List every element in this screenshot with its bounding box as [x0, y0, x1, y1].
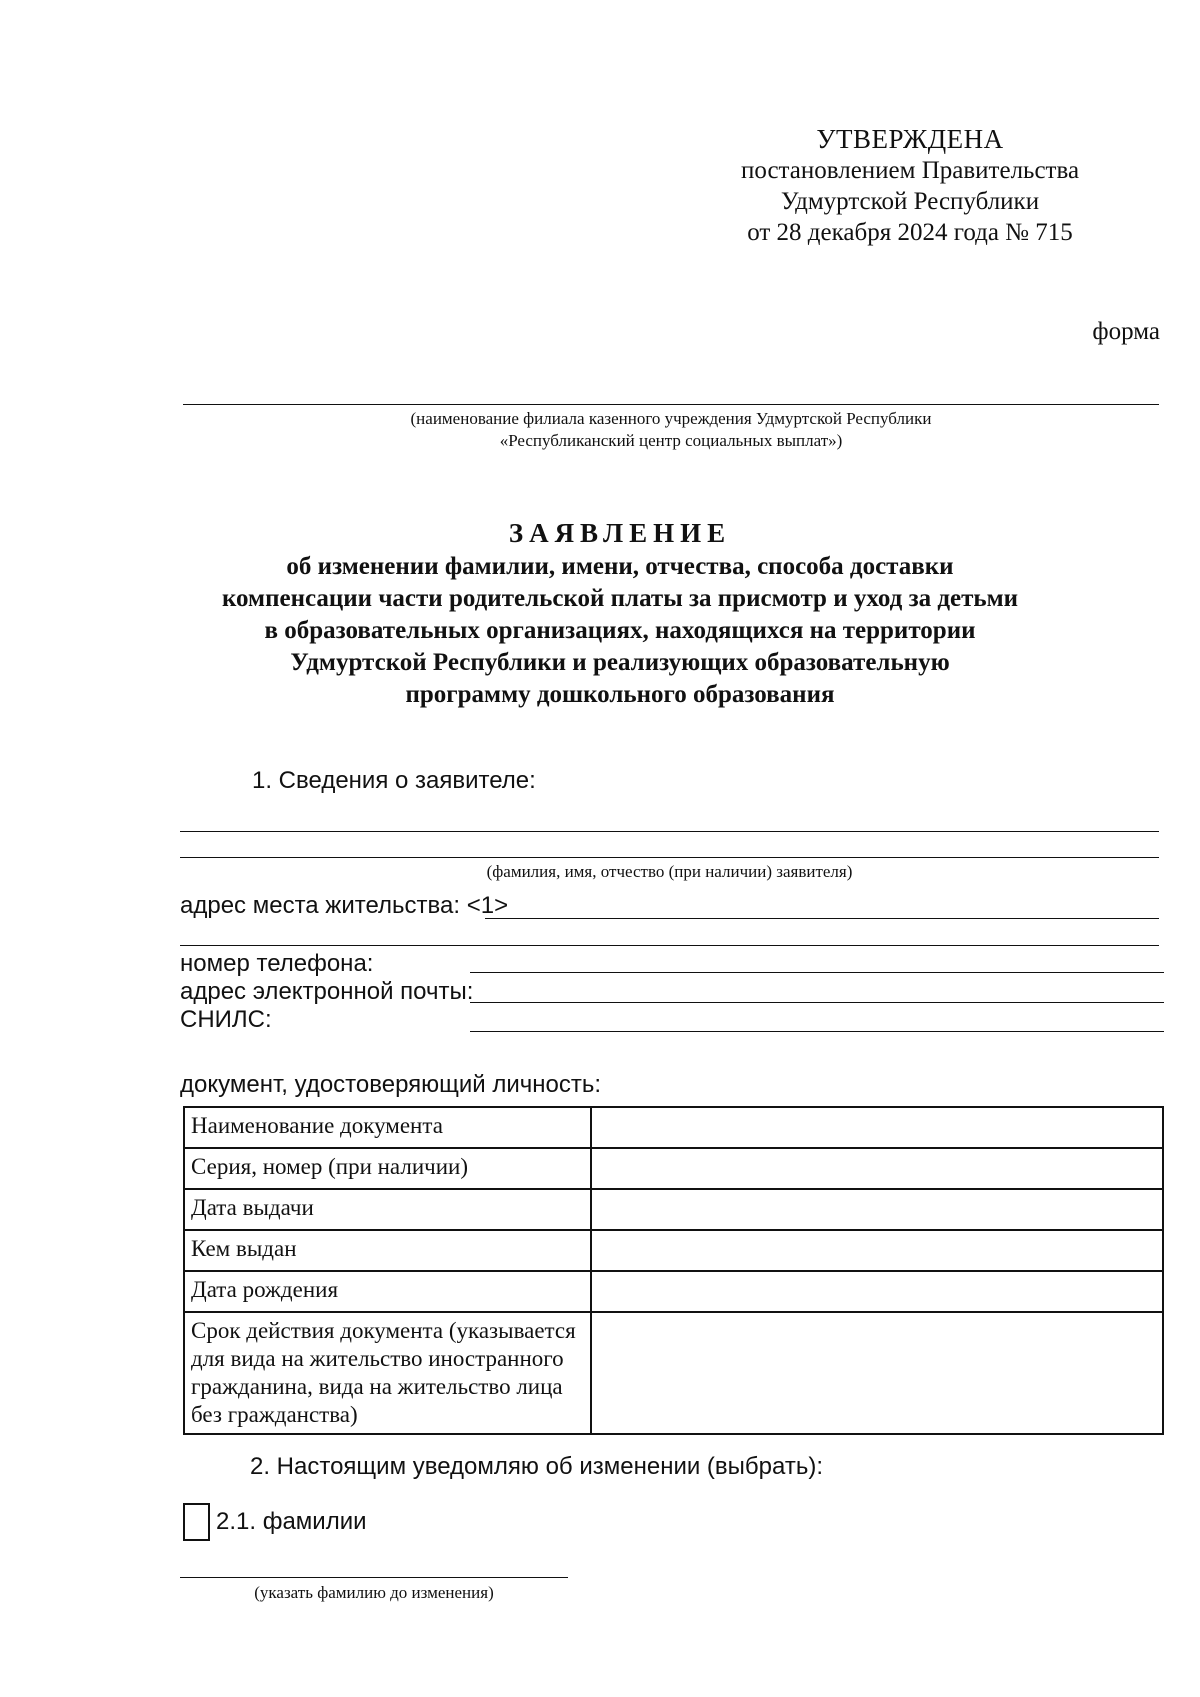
applicant-name-field-line-1[interactable]	[180, 831, 1159, 832]
surname-option-label: 2.1. фамилии	[216, 1508, 367, 1535]
previous-surname-caption: (указать фамилию до изменения)	[254, 1583, 494, 1602]
address-field-line-2[interactable]	[180, 945, 1159, 946]
id-table-row	[184, 1148, 1163, 1189]
phone-label: номер телефона:	[180, 950, 374, 977]
snils-field[interactable]	[470, 1031, 1164, 1032]
id-table-row	[184, 1271, 1163, 1312]
title-line-2: компенсации части родительской платы за присмотр и уход за детьми	[221, 585, 1019, 612]
branch-caption	[183, 408, 1159, 452]
document-title	[180, 515, 1060, 711]
approval-heading: УТВЕРЖДЕНА	[816, 124, 1004, 154]
id-table-row	[184, 1189, 1163, 1230]
id-table-value-field[interactable]	[591, 1107, 1163, 1148]
address-field-line-1[interactable]	[485, 918, 1159, 919]
form-label: форма	[1092, 318, 1160, 345]
approval-line-3: от 28 декабря 2024 года № 715	[747, 219, 1073, 246]
section-2-heading: 2. Настоящим уведомляю об изменении (выбрать):	[250, 1453, 823, 1480]
id-table-label: Кем выдан	[184, 1230, 591, 1271]
title-line-1: об изменении фамилии, имени, отчества, способа доставки	[286, 553, 954, 580]
title-line-4: Удмуртской Республики и реализующих образовательную	[290, 649, 950, 676]
id-table-label: Серия, номер (при наличии)	[184, 1148, 591, 1189]
id-document-table	[183, 1106, 1164, 1435]
id-table-value-field[interactable]	[591, 1271, 1163, 1312]
id-table-value-field[interactable]	[591, 1148, 1163, 1189]
approval-line-1: постановлением Правительства	[740, 157, 1080, 184]
branch-caption-line-1: (наименование филиала казенного учреждения Удмуртской Республики	[410, 409, 932, 428]
email-label: адрес электронной почты:	[180, 978, 474, 1005]
id-table-row	[184, 1107, 1163, 1148]
id-table-value-field[interactable]	[591, 1189, 1163, 1230]
id-table-value-field[interactable]	[591, 1230, 1163, 1271]
applicant-name-field-line-2[interactable]	[180, 857, 1159, 858]
id-table-label: Дата рождения	[184, 1271, 591, 1312]
phone-field[interactable]	[470, 972, 1164, 973]
surname-change-checkbox[interactable]	[183, 1503, 210, 1541]
title-heading: ЗАЯВЛЕНИЕ	[508, 518, 732, 548]
id-table-row	[184, 1312, 1163, 1434]
address-label: адрес места жительства: <1>	[180, 892, 509, 919]
id-table-label: Наименование документа	[184, 1107, 591, 1148]
snils-label: СНИЛС:	[180, 1006, 272, 1033]
title-line-3: в образовательных организациях, находящихся на территории	[264, 617, 976, 644]
id-document-label: документ, удостоверяющий личность:	[180, 1071, 602, 1098]
id-table-value-field[interactable]	[591, 1312, 1163, 1434]
email-field[interactable]	[470, 1002, 1164, 1003]
id-table-label: Срок действия документа (указывается для вида на жительство иностранного гражданина, вида на жительство лица без гражданства)	[184, 1312, 591, 1434]
previous-surname-field[interactable]	[180, 1577, 568, 1578]
branch-name-field[interactable]	[183, 404, 1159, 405]
section-1-heading: 1. Сведения о заявителе:	[252, 767, 536, 794]
id-table-label: Дата выдачи	[184, 1189, 591, 1230]
title-line-5: программу дошкольного образования	[405, 681, 835, 708]
approval-stamp	[700, 124, 1120, 248]
branch-caption-line-2: «Республиканский центр социальных выплат»)	[499, 431, 843, 450]
approval-line-2: Удмуртской Республики	[780, 188, 1040, 215]
id-table-row	[184, 1230, 1163, 1271]
applicant-name-caption: (фамилия, имя, отчество (при наличии) заявителя)	[486, 862, 853, 881]
